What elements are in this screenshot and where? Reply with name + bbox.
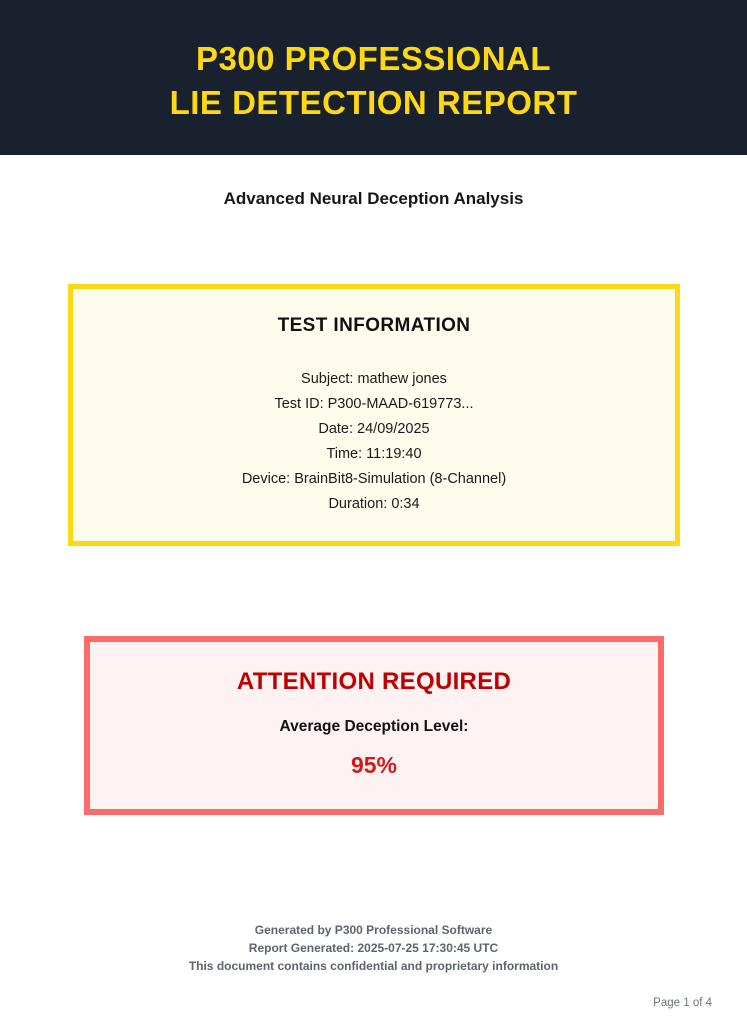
test-info-test-id: Test ID: P300-MAAD-619773...	[274, 396, 474, 412]
report-subtitle: Advanced Neural Deception Analysis	[223, 189, 524, 208]
test-info-duration: Duration: 0:34	[328, 496, 420, 512]
test-info-date: Date: 24/09/2025	[318, 421, 430, 437]
attention-required-title: ATTENTION REQUIRED	[236, 668, 512, 695]
test-info-subject: Subject: mathew jones	[301, 371, 447, 387]
test-info-device: Device: BrainBit8-Simulation (8-Channel)	[241, 471, 507, 487]
footer-generated-by: Generated by P300 Professional Software	[254, 923, 493, 937]
report-title-line-2: LIE DETECTION REPORT	[169, 83, 578, 121]
report-title-line-1: P300 PROFESSIONAL	[195, 39, 552, 77]
report-footer	[0, 921, 747, 975]
footer-confidentiality-notice: This document contains confidential and proprietary information	[188, 959, 559, 973]
test-information-panel	[68, 284, 680, 546]
footer-generated-timestamp: Report Generated: 2025-07-25 17:30:45 UTC	[248, 941, 499, 955]
report-header-banner	[0, 0, 747, 155]
test-info-time: Time: 11:19:40	[326, 446, 422, 462]
average-deception-level-value: 95%	[350, 752, 398, 778]
attention-required-panel	[84, 636, 664, 815]
average-deception-level-label: Average Deception Level:	[279, 718, 469, 735]
page-number: Page 1 of 4	[653, 997, 712, 1009]
test-information-title: TEST INFORMATION	[277, 315, 471, 336]
